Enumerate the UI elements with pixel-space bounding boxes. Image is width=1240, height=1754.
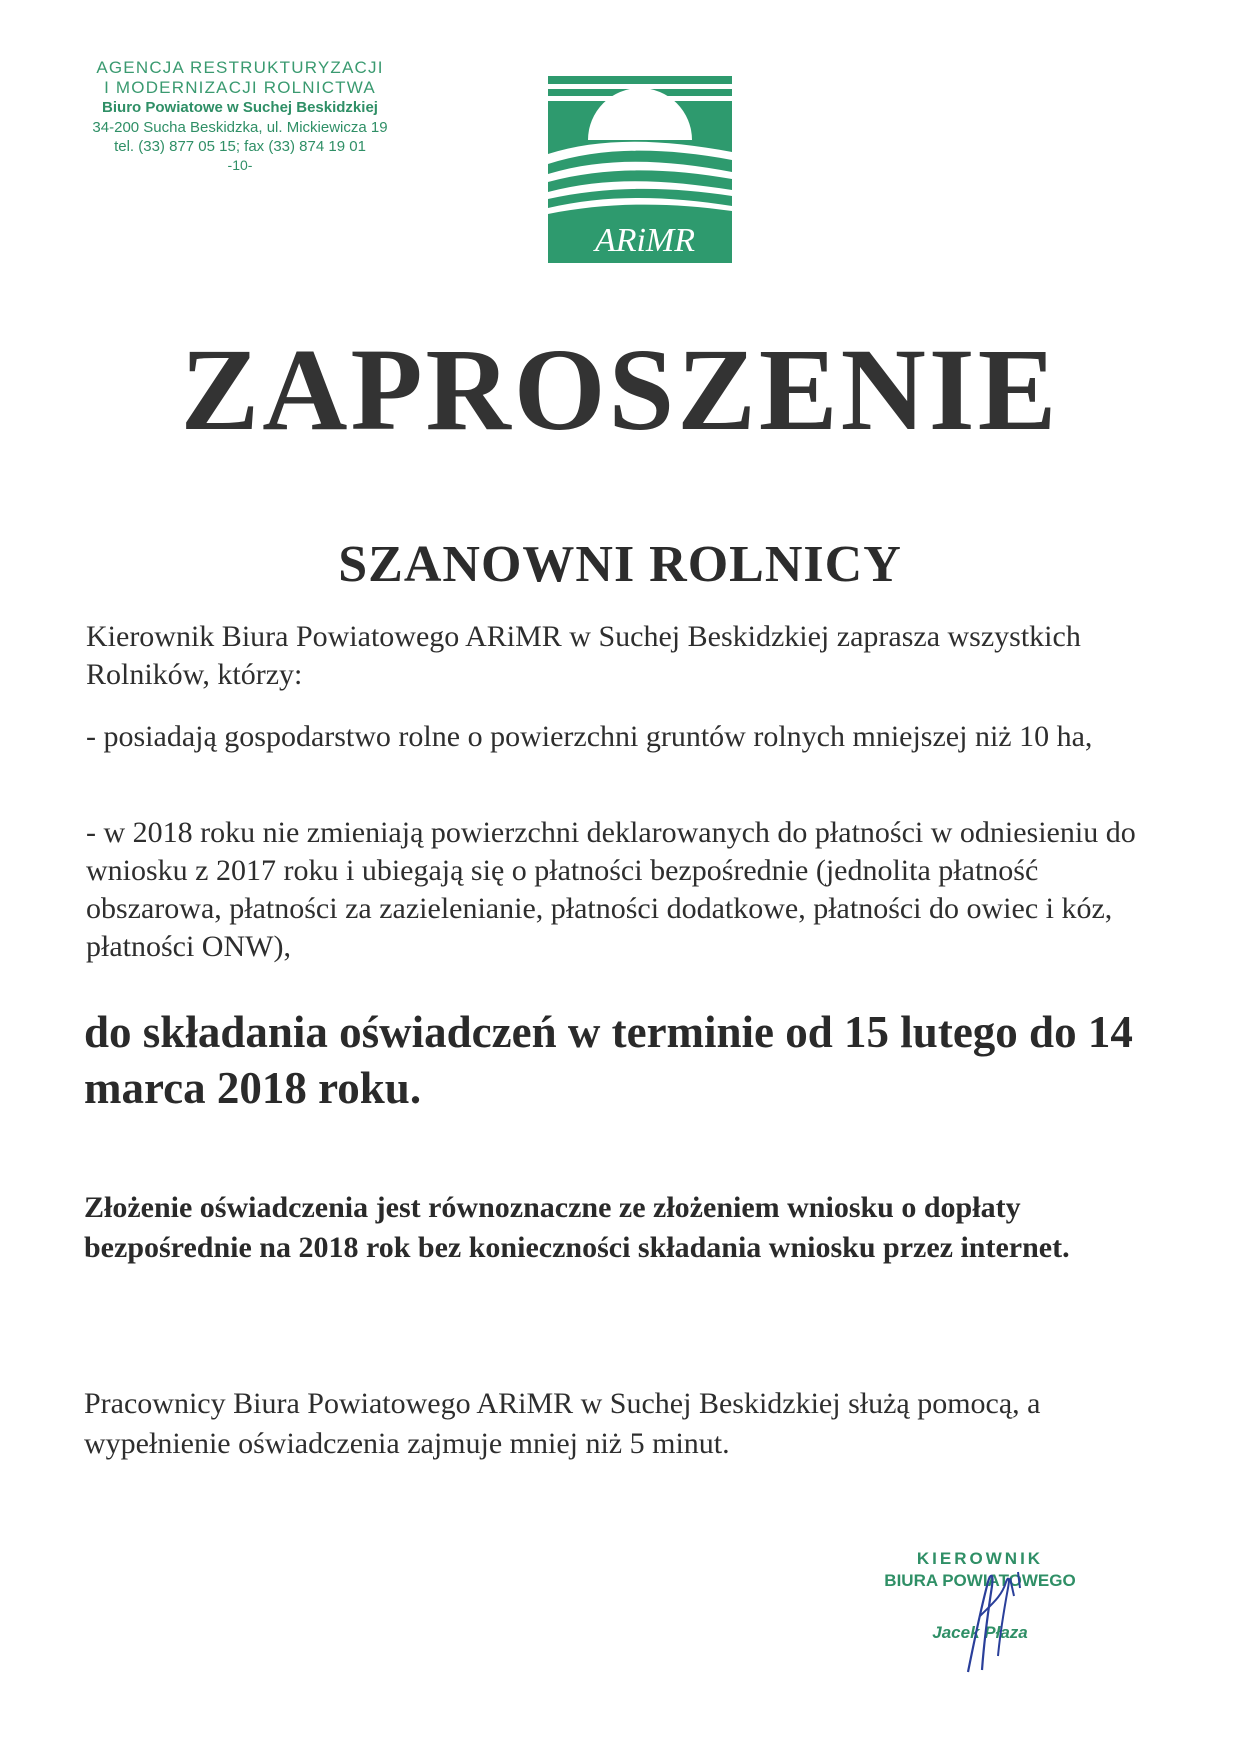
condition-item-1: - posiadają gospodarstwo rolne o powierzchni gruntów rolnych mniejszej niż 10 ha,: [86, 720, 1093, 753]
arimr-logo: [548, 76, 732, 263]
stamp-address: 34-200 Sucha Beskidzka, ul. Mickiewicza 19: [92, 119, 388, 136]
logo-text: ARiMR: [594, 222, 696, 259]
signature-title-line-1: KIEROWNIK: [916, 1549, 1044, 1568]
office-stamp: [60, 58, 420, 174]
page-title: ZAPROSZENIE: [180, 324, 1060, 455]
condition-item-2: - w 2018 roku nie zmieniają powierzchni deklarowanych do płatności w odniesieniu do wniosku z 2017 roku i ubiegają się o płatności bezpośrednie (jednolita płatność obszarowa, płatności za zazielenianie, płatności dodatkowe, płatności do owiec i kóz, płatności ONW),: [86, 816, 1136, 963]
closing-paragraph: Pracownicy Biura Powiatowego ARiMR w Suchej Beskidzkiej służą pomocą, a wypełnienie oświadczenia zajmuje mniej niż 5 minut.: [84, 1387, 1041, 1460]
stamp-phone-fax: tel. (33) 877 05 15; fax (33) 874 19 01: [114, 138, 366, 155]
intro-paragraph: Kierownik Biura Powiatowego ARiMR w Suchej Beskidzkiej zaprasza wszystkich Rolników, którzy:: [86, 620, 1081, 691]
signature-title-line-2: BIURA POWIATOWEGO: [884, 1571, 1076, 1590]
stamp-agency-line-2: I MODERNIZACJI ROLNICTWA: [104, 78, 376, 97]
stamp-agency-line-1: AGENCJA RESTRUKTURYZACJI: [96, 58, 384, 77]
signature-name: Jacek Płaza: [932, 1623, 1028, 1642]
handwritten-signature-icon: [940, 1552, 1040, 1682]
greeting-heading: SZANOWNI ROLNICY: [338, 536, 902, 593]
stamp-number: -10-: [227, 157, 253, 173]
notice-paragraph: Złożenie oświadczenia jest równoznaczne ze złożeniem wniosku o dopłaty bezpośrednie na 2018 rok bez konieczności składania wniosku przez internet.: [84, 1191, 1070, 1264]
deadline-statement: do składania oświadczeń w terminie od 15 lutego do 14 marca 2018 roku.: [84, 1007, 1133, 1113]
stamp-office-name: Biuro Powiatowe w Suchej Beskidzkiej: [102, 99, 378, 116]
arimr-sunrise-fields-logo-icon: [548, 76, 732, 263]
